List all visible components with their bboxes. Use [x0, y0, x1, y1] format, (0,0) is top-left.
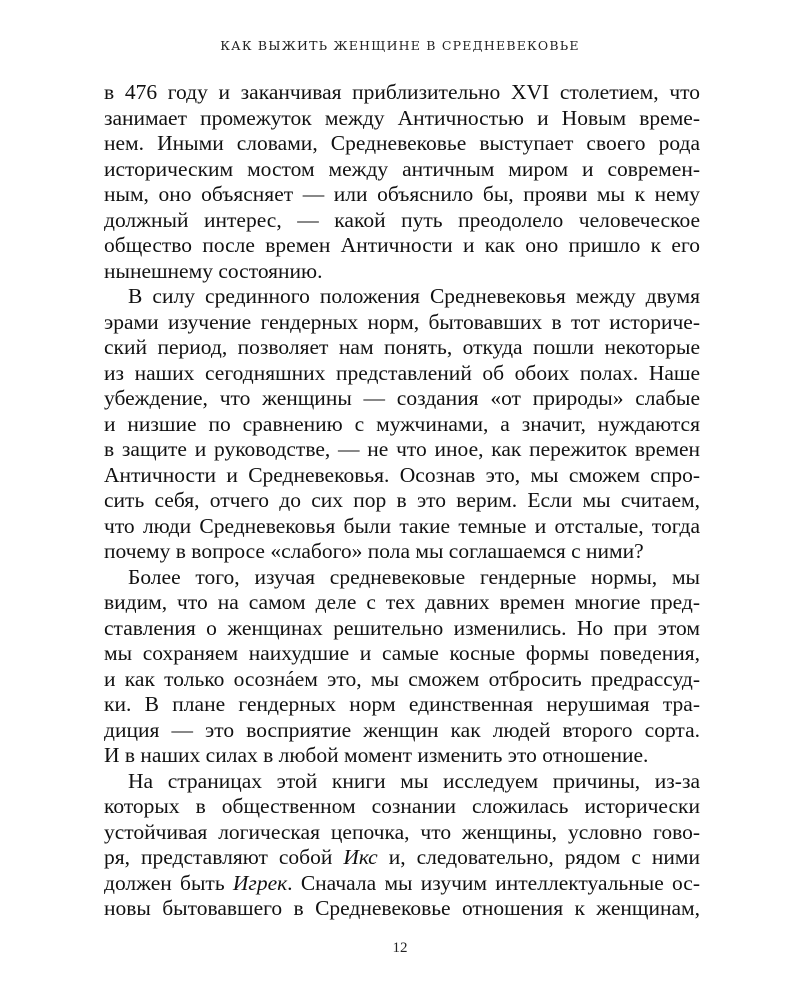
text-line: На страницах этой книги мы исследуем причины, из-за: [128, 768, 700, 793]
text-line: нем. Иными словами, Средневековье выступает своего рода: [104, 131, 700, 155]
text-line: ставления о женщинах решительно изменились. Но при этом: [104, 615, 700, 640]
text-line: общество после времен Античности и как оно пришло к его: [104, 233, 700, 257]
italic-term: Игрек: [232, 870, 288, 895]
text-fragment: и, следовательно, рядом с ними: [377, 845, 700, 869]
text-line: ным, оно объясняет — или объяснило бы, прояви мы к нему: [104, 182, 700, 206]
text-line: мы сохраняем наихудшие и самые косные формы поведения,: [104, 641, 700, 665]
text-line: почему в вопросе «слабого» пола мы соглашаемся с ними?: [104, 539, 644, 563]
text-fragment: должен быть: [104, 870, 233, 895]
text-line: диция — это восприятие женщин как людей второго сорта.: [104, 717, 700, 742]
text-line: ки. В плане гендерных норм единственная нерушимая тра-: [104, 692, 700, 716]
running-head: КАК ВЫЖИТЬ ЖЕНЩИНЕ В СРЕДНЕВЕКОВЬЕ: [220, 38, 580, 53]
text-line: Более того, изучая средневековые гендерные нормы, мы: [128, 564, 700, 589]
page-number: 12: [392, 940, 408, 956]
text-line: И в наших силах в любой момент изменить это отношение.: [104, 743, 649, 767]
text-line: в 476 году и заканчивая приблизительно XVI столетием, что: [104, 80, 700, 104]
text-line: и низшие по сравнению с мужчинами, а значит, нуждаются: [104, 411, 700, 436]
text-line: убеждение, что женщины — создания «от природы» слабые: [104, 386, 700, 410]
text-fragment: . Сначала мы изучим интеллектуальные ос-: [287, 870, 700, 895]
text-fragment: ря, представляют собой: [104, 845, 344, 869]
text-line: Античности и Средневековья. Осознав это, мы сможем спро-: [104, 462, 700, 487]
text-line: должный интерес, — какой путь преодолело человеческое: [104, 207, 700, 232]
text-line: из наших сегодняшних представлений об обоих полах. Наше: [104, 360, 700, 385]
italic-term: Икс: [343, 845, 378, 869]
text-line-with-italic: [104, 845, 700, 871]
text-line: эрами изучение гендерных норм, бытовавших в тот историче-: [104, 309, 700, 334]
text-line: что люди Средневековья были такие темные и отсталые, тогда: [104, 513, 700, 538]
text-line: которых в общественном сознании сложилась исторически: [104, 794, 700, 818]
text-line: сить себя, отчего до сих пор в это верим. Если мы считаем,: [104, 488, 700, 512]
text-line: В силу срединного положения Средневековья между двумя: [128, 284, 700, 308]
text-line-with-italic: [104, 871, 700, 897]
text-line: видим, что на самом деле с тех давних времен многие пред-: [104, 590, 700, 614]
text-line: устойчивая логическая цепочка, что женщины, условно гово-: [104, 819, 700, 844]
text-line: ский период, позволяет нам понять, откуда пошли некоторые: [104, 335, 700, 359]
text-line: нынешнему состоянию.: [104, 258, 323, 283]
text-line: в защите и руководстве, — не что иное, как пережиток времен: [104, 437, 700, 461]
body-text: [104, 80, 700, 922]
text-line: историческим мостом между античным миром и современ-: [104, 156, 700, 181]
text-line: и как только осознáем это, мы сможем отбросить предрассуд-: [104, 666, 700, 691]
text-line: занимает промежуток между Античностью и Новым време-: [104, 105, 700, 130]
text-line: новы бытовавшего в Средневековье отношения к женщинам,: [104, 896, 700, 920]
